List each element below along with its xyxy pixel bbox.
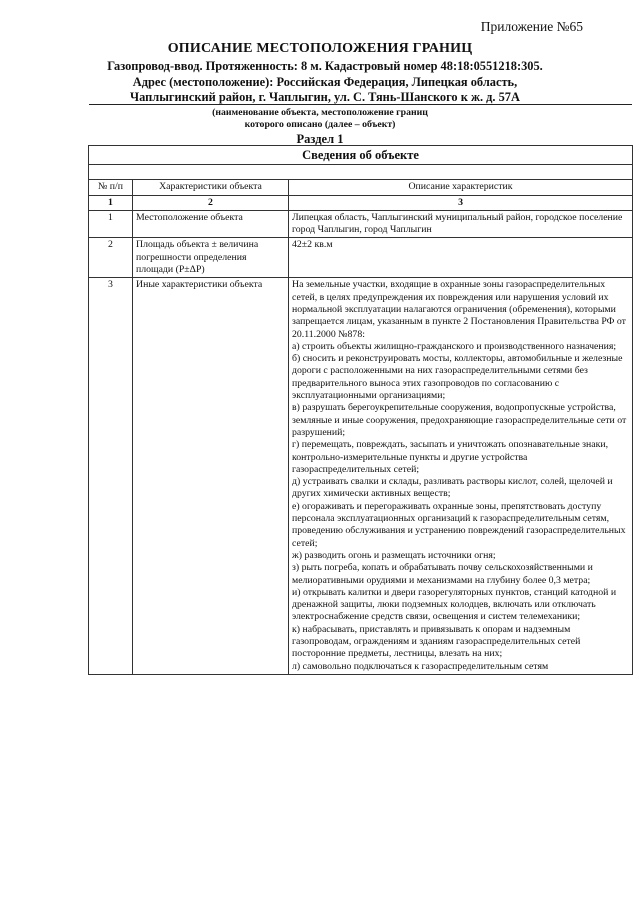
table-column-numbers-row bbox=[89, 195, 633, 210]
table-caption: Сведения об объекте bbox=[89, 146, 633, 165]
table-spacer bbox=[89, 165, 633, 180]
name-underline bbox=[89, 104, 632, 105]
row-number: 3 bbox=[89, 278, 133, 675]
header-description: Описание характеристик bbox=[289, 180, 633, 195]
description-paragraph-a: а) строить объекты жилищно-гражданского и производственного назначения; bbox=[292, 340, 617, 352]
description-paragraph-g: г) перемещать, повреждать, засыпать и уничтожать опознавательные знаки, контрольно-измерительные пункты и другие устройства газораспределительных сетей; bbox=[292, 439, 609, 475]
description-paragraph-k: к) набрасывать, приставлять и привязывать к опорам и надземным газопроводам, ограждениям и зданиям газораспределительных сетей посторонние предметы, лестницы, влезать на них; bbox=[292, 623, 581, 660]
header-characteristic: Характеристики объекта bbox=[133, 180, 289, 195]
table-header-row bbox=[89, 180, 633, 195]
document-title: ОПИСАНИЕ МЕСТОПОЛОЖЕНИЯ ГРАНИЦ bbox=[167, 41, 473, 56]
row-number: 2 bbox=[89, 238, 133, 278]
table-caption-row bbox=[89, 146, 633, 165]
description-paragraph-l: л) самовольно подключаться к газораспределительным сетям bbox=[292, 660, 549, 672]
object-note bbox=[0, 107, 640, 131]
row-characteristic: Площадь объекта ± величина погрешности определения площади (P±ΔP) bbox=[133, 238, 289, 278]
note-line-1: (наименование объекта, местоположение границ bbox=[212, 107, 428, 118]
table-row bbox=[89, 210, 633, 238]
row-description bbox=[289, 278, 633, 675]
header-number: № п/п bbox=[89, 180, 133, 195]
description-paragraph-zh: ж) разводить огонь и размещать источники огня; bbox=[292, 549, 496, 561]
row-number: 1 bbox=[89, 210, 133, 238]
description-paragraph-d: д) устраивать свалки и склады, разливать растворы кислот, солей, щелочей и других химически активных веществ; bbox=[292, 476, 613, 500]
description-paragraph-e: е) огораживать и перегораживать охранные зоны, препятствовать доступу персонала эксплуатационных организаций к газораспределительным сетям, проведению обслуживания и устранению повреждений газораспределительных сетей; bbox=[292, 500, 626, 549]
column-number-3: 3 bbox=[289, 195, 633, 210]
description-paragraph-intro: На земельные участки, входящие в охранные зоны газораспределительных сетей, в целях предупреждения их повреждения или нарушения условий их нормальной эксплуатации налагаются ограничения (обременения), которыми запрещается лицам, указанным в пункте 2 Постановления Правительства РФ от 20.11.2000 №878: bbox=[292, 279, 626, 340]
description-paragraph: 42±2 кв.м bbox=[292, 239, 333, 251]
description-paragraph-v: в) разрушать берегоукрепительные сооружения, водопропускные устройства, земляные и иные сооружения, предохраняющие газораспределительные сети от разрушений; bbox=[292, 402, 627, 438]
description-paragraph-z: з) рыть погреба, копать и обрабатывать почву сельскохозяйственными и мелиоративными орудиями и механизмами на глубину более 0,3 метра; bbox=[292, 562, 593, 586]
table-spacer-row bbox=[89, 165, 633, 180]
row-description bbox=[289, 238, 633, 278]
object-subtitle: Газопровод-ввод. Протяженность: 8 м. Кадастровый номер 48:18:0551218:305. Адрес (местоположение): Российская Федерация, Липецкая область, Чаплыгинский район, г. Чаплыгин, ул. С. Тянь-Шанского к ж. д. 57А bbox=[107, 59, 543, 105]
column-number-2: 2 bbox=[133, 195, 289, 210]
table-row bbox=[89, 238, 633, 278]
row-characteristic: Местоположение объекта bbox=[133, 210, 289, 238]
appendix-number: Приложение №65 bbox=[480, 19, 583, 34]
column-number-1: 1 bbox=[89, 195, 133, 210]
description-paragraph: Липецкая область, Чаплыгинский муниципальный район, городское поселение город Чаплыгин, город Чаплыгин bbox=[292, 211, 623, 236]
object-info-table bbox=[88, 145, 633, 675]
description-paragraph-i: и) открывать калитки и двери газорегуляторных пунктов, станций катодной и дренажной защиты, люки подземных колодцев, включать или отключать электроснабжение средств связи, освещения и систем телемеханики; bbox=[292, 586, 617, 623]
note-line-2: которого описано (далее – объект) bbox=[244, 119, 396, 131]
row-characteristic: Иные характеристики объекта bbox=[133, 278, 289, 675]
description-paragraph-b: б) сносить и реконструировать мосты, коллекторы, автомобильные и железные дороги с расположенными на них газораспределительными сетями без предварительного выноса этих газопроводов по согласованию с эксплуатационными организациями; bbox=[292, 353, 623, 402]
row-description bbox=[289, 210, 633, 238]
section-title: Раздел 1 bbox=[296, 132, 344, 146]
table-row bbox=[89, 278, 633, 675]
